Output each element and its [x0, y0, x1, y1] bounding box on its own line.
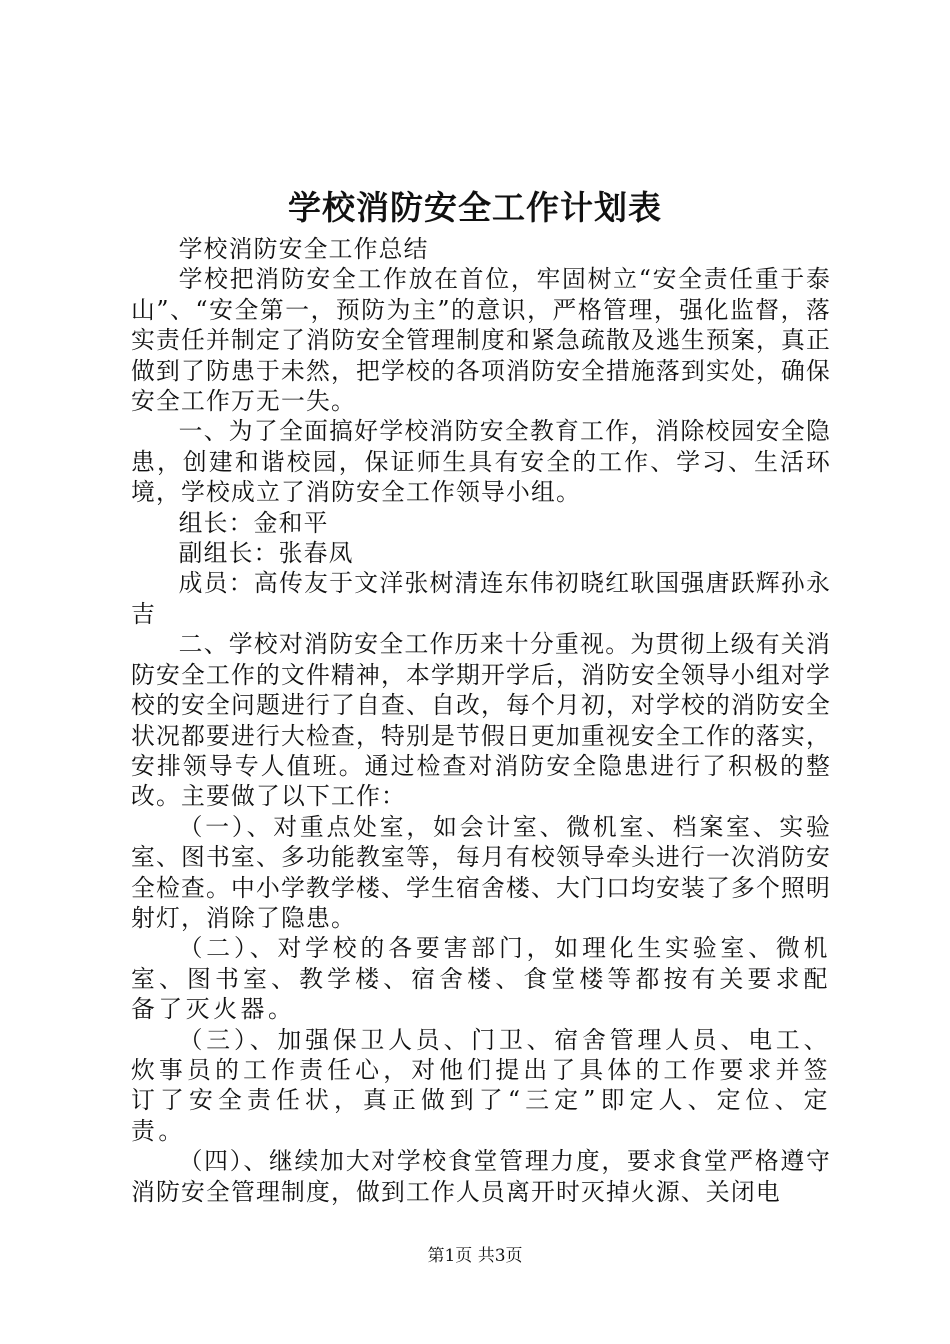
document-title: 学校消防安全工作计划表: [288, 188, 662, 227]
paragraph-intro: 学校把消防安全工作放在首位，牢固树立“安全责任重于泰山”、“安全第一，预防为主”的意识，严格管理，强化监督，落实责任并制定了消防安全管理制度和紧急疏散及逃生预案，真正做到了防患于未然，把学校的各项消防安全措施落到实处，确保安全工作万无一失。: [131, 265, 831, 416]
paragraph-item-3: （三）、加强保卫人员、门卫、宿舍管理人员、电工、炊事员的工作责任心，对他们提出了具体的工作要求并签订了安全责任状，真正做到了“三定”即定人、定位、定责。: [131, 1025, 831, 1145]
paragraph-item-2: （二）、对学校的各要害部门，如理化生实验室、微机室、图书室、教学楼、宿舍楼、食堂楼等都按有关要求配备了灭火器。: [131, 934, 831, 1024]
document-body: [131, 234, 831, 1207]
paragraph-members: 成员：高传友于文洋张树清连东伟初晓红耿国强唐跃辉孙永吉: [131, 569, 831, 628]
paragraph-item-1: （一）、对重点处室，如会计室、微机室、档案室、实验室、图书室、多功能教室等，每月有校领导牵头进行一次消防安全检查。中小学教学楼、学生宿舍楼、大门口均安装了多个照明射灯，消除了隐患。: [131, 812, 831, 932]
paragraph-item-4: （四）、继续加大对学校食堂管理力度，要求食堂严格遵守消防安全管理制度，做到工作人员离开时灭掉火源、关闭电: [131, 1147, 831, 1206]
paragraph-deputy-leader: 副组长：张春凤: [178, 539, 354, 568]
paragraph-subtitle: 学校消防安全工作总结: [178, 235, 429, 263]
paragraph-section-2: 二、学校对消防安全工作历来十分重视。为贯彻上级有关消防安全工作的文件精神，本学期开学后，消防安全领导小组对学校的安全问题进行了自查、自改，每个月初，对学校的消防安全状况都要进行大检查，特别是节假日更加重视安全工作的落实，安排领导专人值班。通过检查对消防安全隐患进行了积极的整改。主要做了以下工作：: [131, 630, 831, 811]
page-footer: 第1页 共3页: [427, 1246, 523, 1266]
paragraph-leader: 组长：金和平: [178, 508, 329, 537]
paragraph-section-1: 一、为了全面搞好学校消防安全教育工作，消除校园安全隐患，创建和谐校园，保证师生具有安全的工作、学习、生活环境，学校成立了消防安全工作领导小组。: [131, 417, 831, 507]
